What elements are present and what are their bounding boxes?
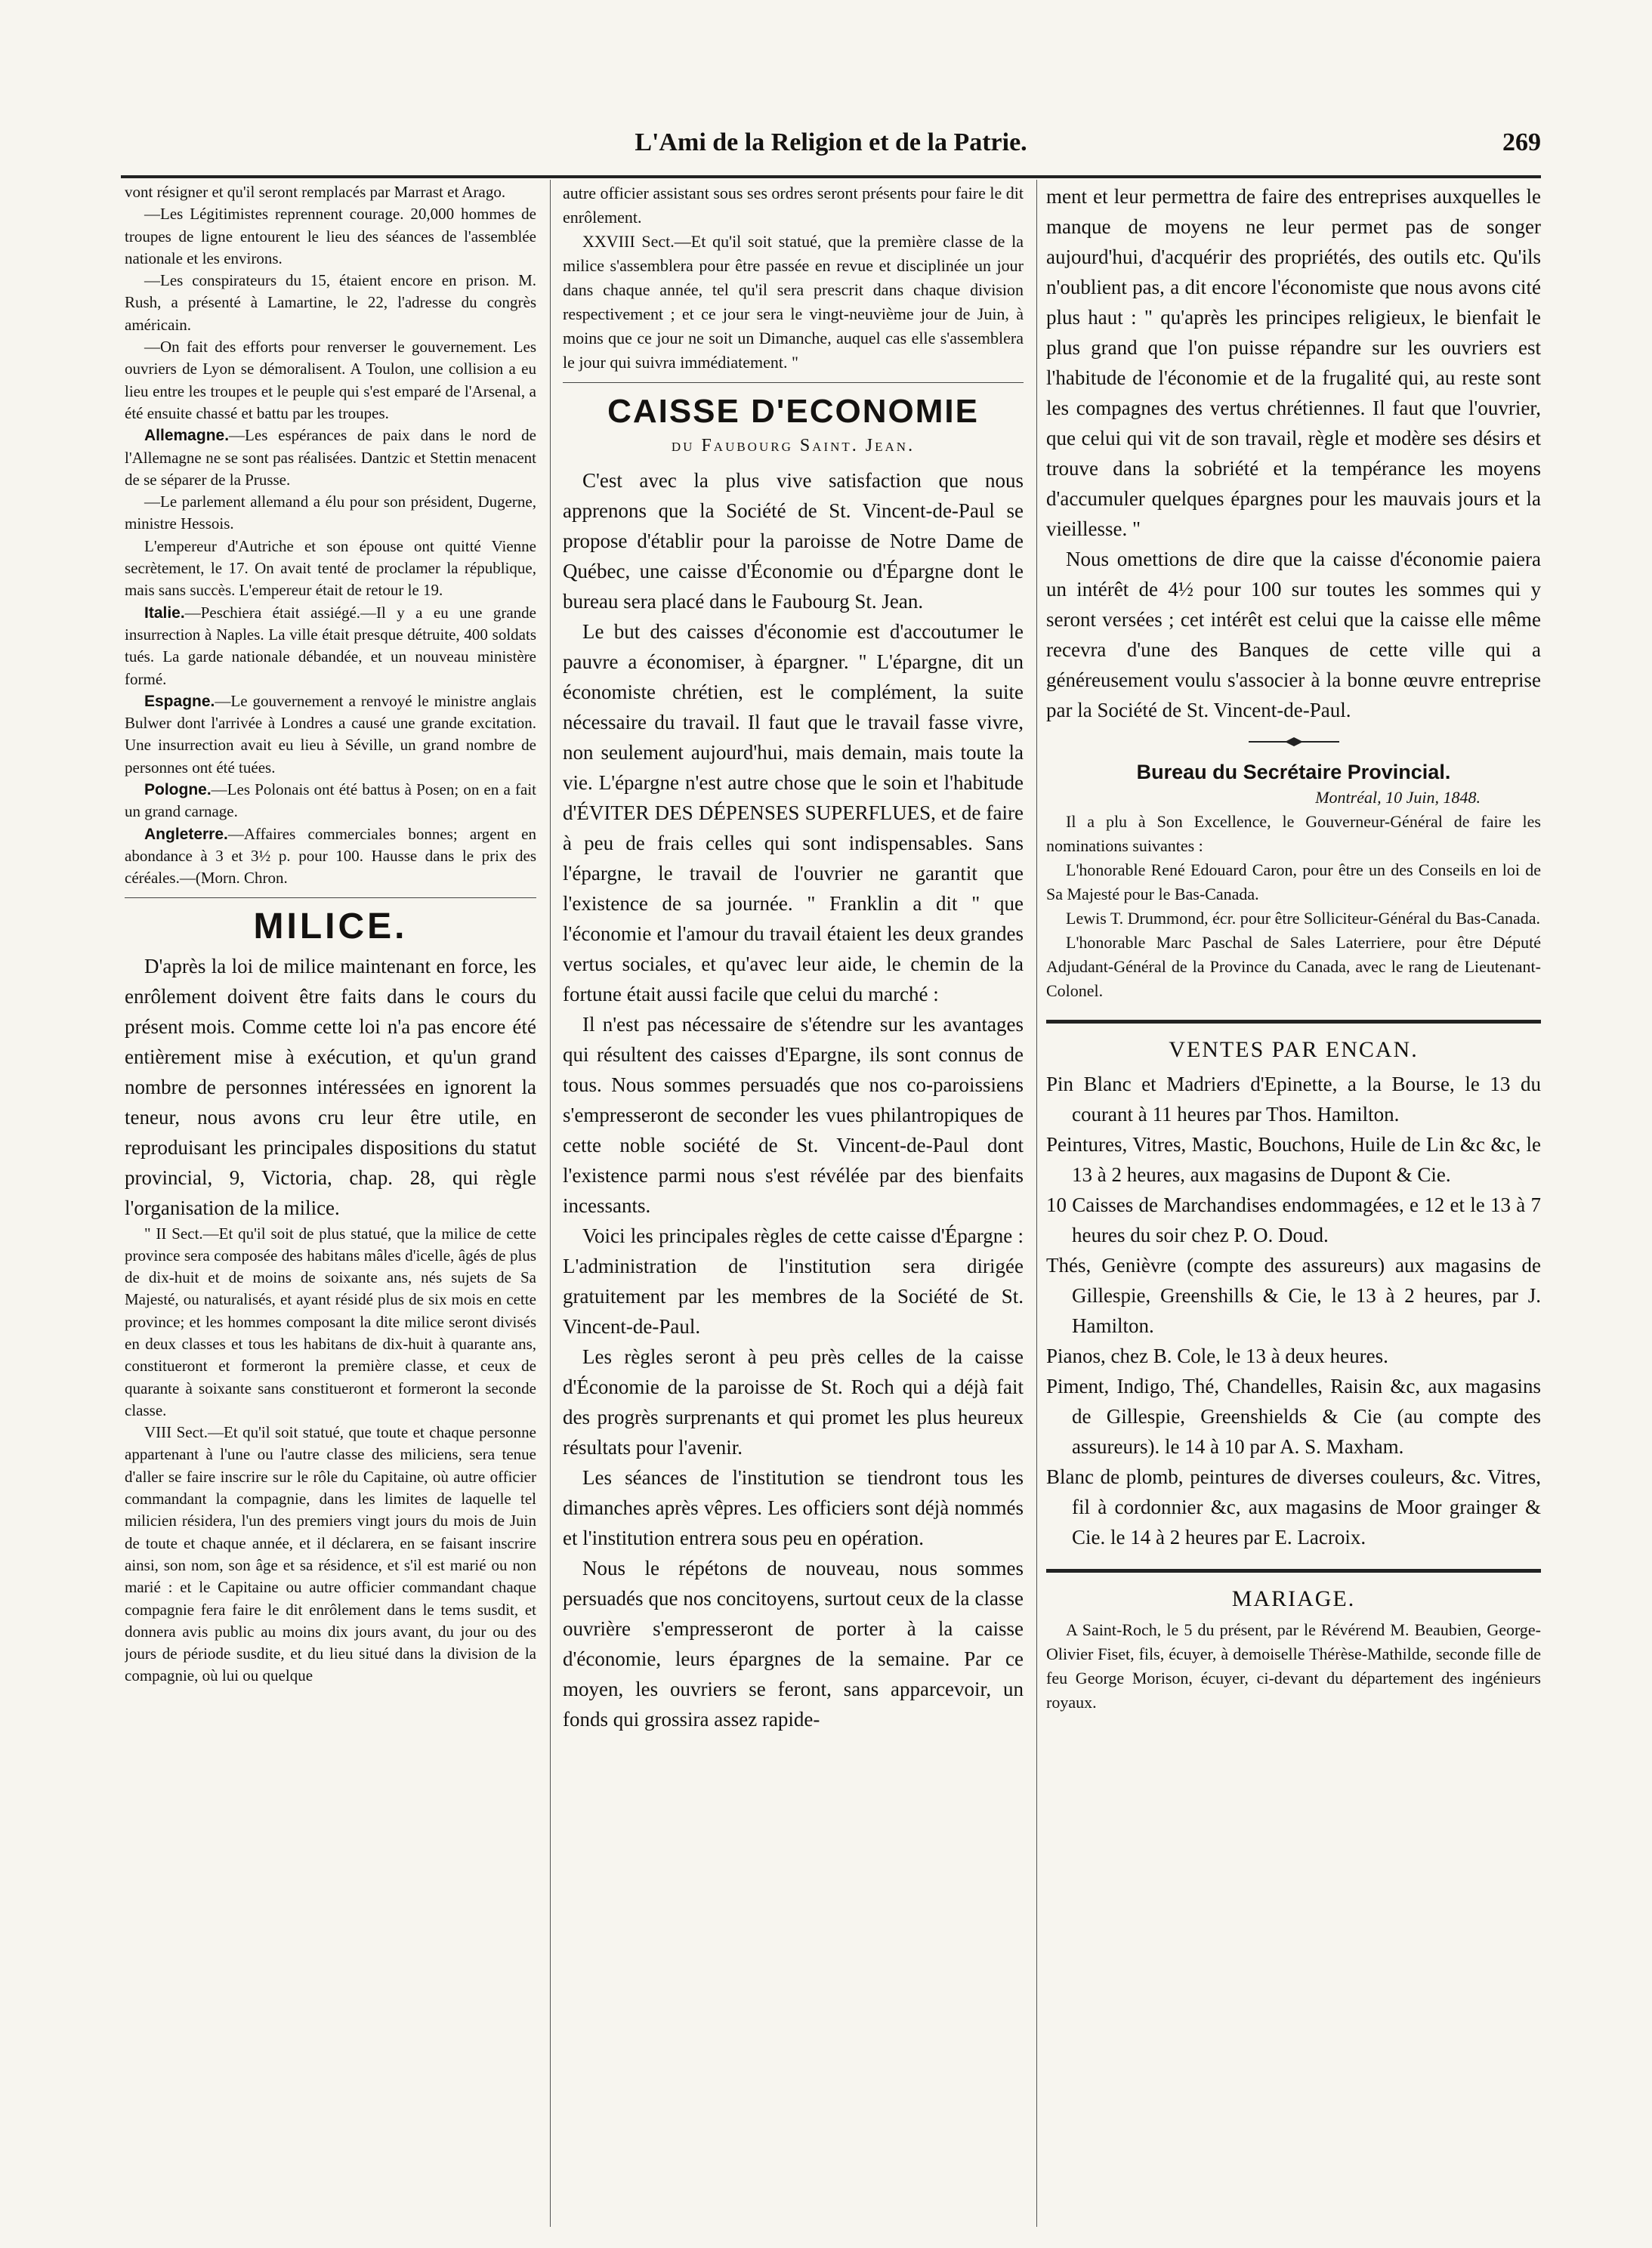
auction-item: Blanc de plomb, peintures de diverses couleurs, &c. Vitres, fil à cordonnier &c, aux magasins de Moor grainger & Cie. le 14 à 2 heures par E. Lacroix. xyxy=(1046,1465,1541,1549)
notice-paragraph: Il a plu à Son Excellence, le Gouverneur-Général de faire les nominations suivantes : xyxy=(1046,812,1541,855)
header-rule xyxy=(121,175,1541,178)
page-number: 269 xyxy=(1502,128,1541,156)
column-left xyxy=(125,181,536,2233)
section-rule xyxy=(125,897,536,898)
news-espagne xyxy=(125,690,536,779)
page-header xyxy=(121,128,1541,174)
country-text: —Le gouvernement a renvoyé le ministre anglais Bulwer dont l'arrivée à Londres a causé une grande excitation. Une insurrection avait eu lieu à Séville, un grand nombre de personnes ont été tuées. xyxy=(125,691,536,777)
bureau-dateline: Montréal, 10 Juin, 1848. xyxy=(1315,788,1481,807)
milice-section: " II Sect.—Et qu'il soit de plus statué, que la milice de cette province sera composée des habitans mâles d'icelle, âgés de plus de dix-huit et de moins de soixante ans, nés sujets de Sa Majesté, ou naturalisés, et ayant résidé plus de six mois en cette province; et les hommes composant la dite milice seront divisés en deux classes et tous les habitans de dix-huit à quarante ans, constitueront et formeront la première classe, et ceux de quarante à soixante sans constitueront et formeront la seconde classe. xyxy=(125,1224,536,1419)
article-paragraph: Nous le répétons de nouveau, nous sommes persuadés que nos concitoyens, surtout ceux de la classe ouvrière s'empresseront de porter à la caisse d'économie, leurs épargnes de la semaine. Par ce moyen, les ouvriers se feront, sans apparcevoir, un fonds qui grossira assez rapide- xyxy=(563,1557,1024,1731)
milice-intro: D'après la loi de milice maintenant en force, les enrôlement doivent être faits dans le cours du présent mois. Comme cette loi n'a pas encore été entièrement mise à exécution, et qu'un grand nombre de personnes intéressées en ignorent la teneur, nous avons cru leur être utile, en reproduisant les principales dispositions du statut provincial, 9, Victoria, chap. 28, qui règle l'organisation de la milice. xyxy=(125,954,536,1219)
column-divider xyxy=(550,180,551,2227)
auction-item: Pianos, chez B. Cole, le 13 à deux heures. xyxy=(1046,1345,1388,1367)
article-paragraph: Les séances de l'institution se tiendront tous les dimanches après vêpres. Les officiers sont déjà nommés et l'institution entrera sous peu en opération. xyxy=(563,1466,1024,1549)
country-heading: Espagne. xyxy=(144,692,215,710)
auction-item: Pin Blanc et Madriers d'Epinette, a la Bourse, le 13 du courant à 11 heures par Thos. Hamilton. xyxy=(1046,1073,1541,1126)
auction-item: Thés, Genièvre (compte des assureurs) aux magasins de Gillespie, Greenshills & Cie, le 13 à 2 heures, par J. Hamilton. xyxy=(1046,1254,1541,1337)
article-paragraph: C'est avec la plus vive satisfaction que nous apprenons que la Société de St. Vincent-de-Paul se propose d'établir pour la paroisse de Notre Dame de Québec, une caisse d'Économie ou d'Épargne dont le bureau sera placé dans le Faubourg St. Jean. xyxy=(563,469,1024,613)
section-rule xyxy=(1046,1569,1541,1573)
news-paragraph: —Le parlement allemand a élu pour son président, Dugerne, ministre Hessois. xyxy=(125,493,536,533)
article-paragraph: Il n'est pas nécessaire de s'étendre sur les avantages qui résultent des caisses d'Epargne, ils sont connus de tous. Nous sommes persuadés que nos co-paroissiens s'empresseront de seconder les vues philantropiques de cette noble société de St. Vincent-de-Paul dont l'existence parmi nous s'est révélée par des bienfaits incessants. xyxy=(563,1013,1024,1217)
news-paragraph: —Les conspirateurs du 15, étaient encore en prison. M. Rush, a présenté à Lamartine, le 22, l'adresse du congrès américain. xyxy=(125,271,536,334)
auction-item: Piment, Indigo, Thé, Chandelles, Raisin &c, aux magasins de Gillespie, Greenshields & Cie (au compte des assureurs). le 14 à 10 par A. S. Maxham. xyxy=(1046,1375,1541,1458)
news-paragraph: vont résigner et qu'il seront remplacés par Marrast et Arago. xyxy=(125,183,506,201)
notice-paragraph: Lewis T. Drummond, écr. pour être Solliciteur-Général du Bas-Canada. xyxy=(1066,909,1540,928)
caisse-heading: CAISSE D'ECONOMIE xyxy=(607,393,979,430)
news-paragraph: —On fait des efforts pour renverser le gouvernement. Les ouvriers de Lyon se démoralisent. A Toulon, une collision a eu lieu entre les troupes et le peuple qui s'est emparé de l'Arsenal, a été ensuite chassé et battu par les troupes. xyxy=(125,338,536,422)
article-paragraph: Voici les principales règles de cette caisse d'Épargne : L'administration de l'institution sera dirigée gratuitement par les membres de la Société de St. Vincent-de-Paul. xyxy=(563,1224,1024,1338)
news-pologne xyxy=(125,779,536,823)
news-angleterre xyxy=(125,823,536,890)
country-text: —Les Polonais ont été battus à Posen; on en a fait un grand carnage. xyxy=(125,780,536,821)
section-rule xyxy=(563,382,1024,383)
section-rule xyxy=(1046,1020,1541,1024)
country-text: —Affaires commerciales bonnes; argent en abondance à 3 et 3½ p. pour 100. Hausse dans le prix des céréales.—(Morn. Chron. xyxy=(125,824,536,888)
news-paragraph: —Les Légitimistes reprennent courage. 20,000 hommes de troupes de ligne entourent le lieu des séances de l'assemblée nationale et les environs. xyxy=(125,205,536,267)
article-paragraph: ment et leur permettra de faire des entreprises auxquelles le manque de moyens ne leur permet pas de songer aujourd'hui, d'acquérir des propriétés, des outils etc. Qu'ils n'oublient pas, a dit encore l'économiste que nous avons cité plus haut : " qu'après les principes religieux, le bienfait le plus grand que l'on puisse répandre sur les ouvriers est l'habitude de l'économie et de la frugalité qui, au reste sont les compagnes des vertus chrétiennes. Il faut que l'ouvrier, que celui qui vit de son travail, règle et modère ses désirs et trouve dans la sobriété et la tempérance les moyens d'accumuler quelques épargnes pour les mauvais jours et la vieillesse. " xyxy=(1046,185,1541,540)
milice-section: VIII Sect.—Et qu'il soit statué, que toute et chaque personne appartenant à l'une ou l'autre classe des miliciens, sera tenue d'aller se faire inscrire sur le rôle du Capitaine, où autre officier commandant la compagnie, dans les limites de laquelle tel milicien résidera, l'un des premiers vingt jours du mois de Juin de toute et chaque année, et il déclarera, en se faisant inscrire ainsi, son nom, son âge et sa résidence, et s'il est marié ou non marié : et le Capitaine ou autre officier commandant chaque compagnie fera faire le dit enrôlement dans le tems susdit, et donnera avis public au moins dix jours avant, du jour ou des jours de période susdite, et du lieu situé dans la division de la compagnie, où lui ou quelque xyxy=(125,1423,536,1685)
notice-paragraph: A Saint-Roch, le 5 du présent, par le Révérend M. Beaubien, George-Olivier Fiset, fils, écuyer, à demoiselle Thérèse-Mathilde, seconde fille de feu George Morison, écuyer, ci-devant du département des ingénieurs royaux. xyxy=(1046,1620,1541,1712)
notice-paragraph: L'honorable Marc Paschal de Sales Laterriere, pour être Député Adjudant-Général de la Province du Canada, avec le rang de Lieutenant-Colonel. xyxy=(1046,933,1541,1000)
news-paragraph: L'empereur d'Autriche et son épouse ont quitté Vienne secrètement, le 17. On avait tenté de proclamer la république, mais sans succès. L'empereur était de retour le 19. xyxy=(125,536,536,600)
ornament-divider xyxy=(1249,736,1339,748)
running-title: L'Ami de la Religion et de la Patrie. xyxy=(635,128,1027,156)
country-heading: Pologne. xyxy=(144,781,212,799)
article-paragraph: Les règles seront à peu près celles de la caisse d'Économie de la paroisse de St. Roch qui a déjà fait des progrès surprenants et qui promet les plus heureux résultats pour l'avenir. xyxy=(563,1345,1024,1459)
auction-item: Peintures, Vitres, Mastic, Bouchons, Huile de Lin &c &c, le 13 à 2 heures, aux magasins de Dupont & Cie. xyxy=(1046,1133,1541,1186)
caisse-subheading: du Faubourg Saint. Jean. xyxy=(671,436,916,455)
news-italie xyxy=(125,602,536,690)
milice-section: XXVIII Sect.—Et qu'il soit statué, que la première classe de la milice s'assemblera pour être passée en revue et disciplinée un jour dans chaque année, tel qu'il sera prescrit dans chaque division respectivement ; et ce jour sera le vingt-neuvième jour de Juin, à moins que ce jour ne soit un Dimanche, auquel cas elle s'assemblera le jour qui suivra immédiatement. " xyxy=(563,232,1024,372)
country-text: —Les espérances de paix dans le nord de l'Allemagne ne se sont pas réalisées. Dantzic et Stettin menacent de se séparer de la Prusse. xyxy=(125,426,536,489)
column-right xyxy=(1046,181,1541,2233)
mariage-heading: MARIAGE. xyxy=(1231,1586,1356,1611)
country-heading: Italie. xyxy=(144,604,185,622)
bureau-heading: Bureau du Secrétaire Provincial. xyxy=(1136,761,1451,783)
country-heading: Angleterre. xyxy=(144,825,228,843)
auction-item: 10 Caisses de Marchandises endommagées, e 12 et le 13 à 7 heures du soir chez P. O. Doud. xyxy=(1046,1193,1541,1246)
country-text: —Peschiera était assiégé.—Il y a eu une grande insurrection à Naples. La ville était presque détruite, 400 soldats tués. La garde nationale débandée, et un nouveau ministère formé. xyxy=(125,603,536,688)
article-paragraph: Le but des caisses d'économie est d'accoutumer le pauvre a économiser, à épargner. " L'épargne, dit un économiste chrétien, est le complément, la suite nécessaire du travail. Il faut que le travail fasse vivre, non seulement aujourd'hui, mais demain, mais toute la vie. L'épargne n'est autre chose que le soin et l'habitude d'ÉVITER DES DÉPENSES SUPERFLUES, et de faire à peu de frais celles qui sont indispensables. Sans l'épargne, le travail de l'ouvrier ne garantit que l'existence de sa journée. " Franklin a dit " que l'économie et l'amour du travail étaient les deux grandes vertus sociales, et qu'avec leur aide, le chemin de la fortune était aussi facile que celui du marché : xyxy=(563,620,1024,1005)
notice-paragraph: L'honorable René Edouard Caron, pour être un des Conseils en loi de Sa Majesté pour le Bas-Canada. xyxy=(1046,860,1541,903)
milice-heading: MILICE. xyxy=(253,906,408,946)
column-middle xyxy=(563,181,1024,2233)
column-divider xyxy=(1036,180,1037,2227)
country-heading: Allemagne. xyxy=(144,427,230,445)
news-allemagne xyxy=(125,425,536,491)
ventes-heading: VENTES PAR ENCAN. xyxy=(1169,1037,1419,1062)
milice-continued: autre officier assistant sous ses ordres seront présents pour faire le dit enrôlement. xyxy=(563,184,1024,227)
article-paragraph: Nous omettions de dire que la caisse d'économie paiera un intérêt de 4½ pour 100 sur toutes les sommes qui y seront versées ; cet intérêt est celui que la caisse elle même recevra d'une des Banques de cette ville qui a généreusement voulu s'associer à la bonne œuvre entreprise par la Société de St. Vincent-de-Paul. xyxy=(1046,548,1541,721)
